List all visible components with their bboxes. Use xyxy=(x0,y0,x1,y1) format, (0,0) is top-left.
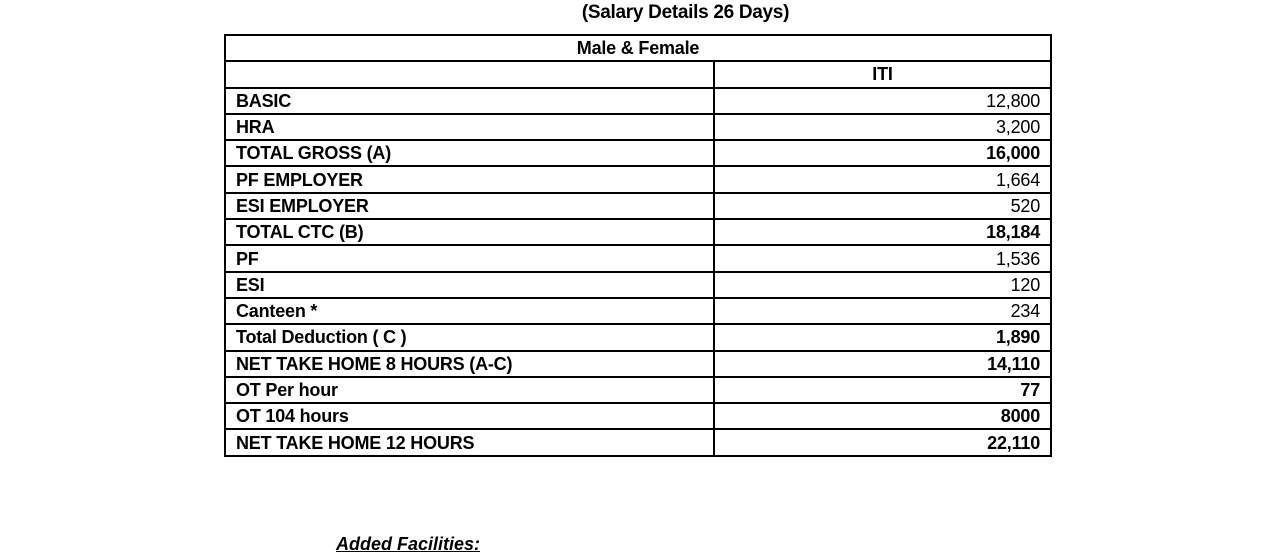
empty-header-cell xyxy=(225,61,714,87)
table-row xyxy=(225,114,1051,140)
table-row xyxy=(225,377,1051,403)
facilities-heading: Added Facilities: xyxy=(336,534,481,554)
table-row xyxy=(225,351,1051,377)
row-label: ESI xyxy=(225,272,714,298)
row-value: 1,536 xyxy=(714,245,1051,271)
row-label: ESI EMPLOYER xyxy=(225,193,714,219)
row-value: 8000 xyxy=(714,403,1051,429)
row-label: PF EMPLOYER xyxy=(225,166,714,192)
table-row xyxy=(225,298,1051,324)
row-value: 120 xyxy=(714,272,1051,298)
row-label: TOTAL CTC (B) xyxy=(225,219,714,245)
salary-table xyxy=(224,34,1052,457)
table-row xyxy=(225,324,1051,350)
row-value: 22,110 xyxy=(714,429,1051,455)
row-label: OT Per hour xyxy=(225,377,714,403)
row-value: 77 xyxy=(714,377,1051,403)
row-label: TOTAL GROSS (A) xyxy=(225,140,714,166)
row-value: 520 xyxy=(714,193,1051,219)
table-row xyxy=(225,272,1051,298)
table-row xyxy=(225,403,1051,429)
document-title: (Salary Details 26 Days) xyxy=(581,2,790,23)
group-header-row xyxy=(225,35,1051,61)
row-value: 14,110 xyxy=(714,351,1051,377)
table-row xyxy=(225,219,1051,245)
table-row xyxy=(225,245,1051,271)
row-value: 18,184 xyxy=(714,219,1051,245)
row-label: BASIC xyxy=(225,88,714,114)
row-label: Total Deduction ( C ) xyxy=(225,324,714,350)
row-label: NET TAKE HOME 12 HOURS xyxy=(225,429,714,455)
group-header: Male & Female xyxy=(225,35,1051,61)
table-row xyxy=(225,429,1051,455)
row-value: 12,800 xyxy=(714,88,1051,114)
row-value: 1,664 xyxy=(714,166,1051,192)
column-header-iti: ITI xyxy=(714,61,1051,87)
row-label: HRA xyxy=(225,114,714,140)
row-value: 16,000 xyxy=(714,140,1051,166)
row-label: PF xyxy=(225,245,714,271)
table-row xyxy=(225,140,1051,166)
table-row xyxy=(225,166,1051,192)
table-row xyxy=(225,88,1051,114)
row-value: 1,890 xyxy=(714,324,1051,350)
row-label: Canteen * xyxy=(225,298,714,324)
column-header-row xyxy=(225,61,1051,87)
row-label: NET TAKE HOME 8 HOURS (A-C) xyxy=(225,351,714,377)
table-row xyxy=(225,193,1051,219)
row-value: 234 xyxy=(714,298,1051,324)
row-value: 3,200 xyxy=(714,114,1051,140)
row-label: OT 104 hours xyxy=(225,403,714,429)
